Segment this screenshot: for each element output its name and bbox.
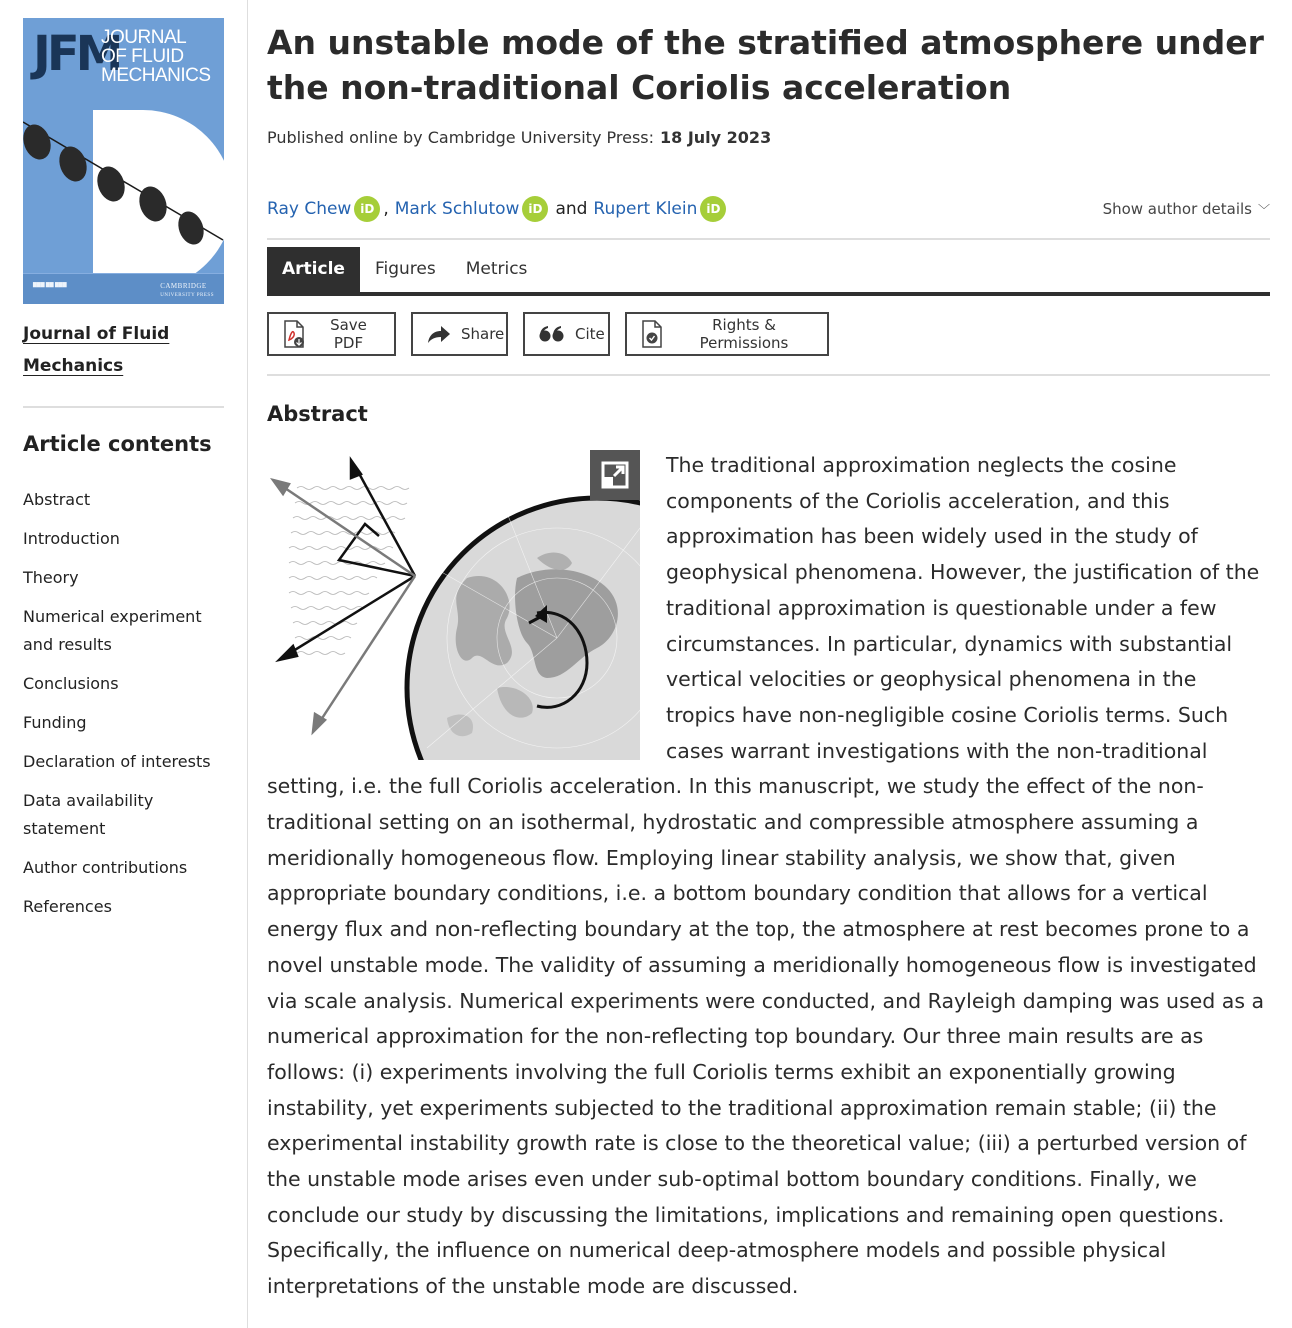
article-title: An unstable mode of the stratified atmosphere under the non-traditional Coriolis acceleration <box>267 23 1264 107</box>
toc-item-references[interactable]: References <box>23 897 112 916</box>
chevron-down-icon: ﹀ <box>1257 203 1270 217</box>
cover-publisher <box>160 282 214 298</box>
toc-item-theory[interactable]: Theory <box>23 568 79 587</box>
author-and: and <box>555 199 588 219</box>
show-author-details-toggle[interactable] <box>1103 200 1270 218</box>
cite-button[interactable] <box>523 312 610 356</box>
abstract-body <box>267 448 1270 1305</box>
toc-item-declaration[interactable]: Declaration of interests <box>23 752 211 771</box>
toc-item-author-contributions[interactable]: Author contributions <box>23 858 188 877</box>
published-label: Published online by Cambridge University Press: <box>267 128 654 147</box>
author-link-ray-chew[interactable]: Ray Chew <box>267 199 352 219</box>
toc-item-introduction[interactable]: Introduction <box>23 529 120 548</box>
toc-item-abstract[interactable]: Abstract <box>23 490 91 509</box>
share-arrow-icon <box>427 324 451 344</box>
document-check-icon <box>641 320 663 348</box>
show-author-details-label: Show author details <box>1102 200 1252 218</box>
sidebar <box>0 0 248 1328</box>
save-pdf-label: Save PDF <box>330 316 367 352</box>
article-tabs <box>267 247 542 293</box>
cover-publisher-sub: UNIVERSITY PRESS <box>160 293 214 298</box>
quote-icon <box>539 325 565 343</box>
published-info <box>267 128 771 147</box>
cover-title-line3: MECHANICS <box>101 65 211 86</box>
tab-figures[interactable]: Figures <box>374 259 436 279</box>
cite-label: Cite <box>575 325 605 343</box>
divider <box>267 238 1270 240</box>
cover-title-line2: OF FLUID <box>101 46 184 67</box>
expand-figure-button[interactable] <box>590 450 640 500</box>
divider <box>267 374 1270 376</box>
journal-link[interactable]: Journal of Fluid Mechanics <box>23 324 170 376</box>
author-link-rupert-klein[interactable]: Rupert Klein <box>593 199 698 219</box>
abstract-heading: Abstract <box>267 402 368 426</box>
orcid-icon[interactable]: iD <box>700 196 726 222</box>
cover-logo: JFM <box>33 26 120 82</box>
published-date: 18 July 2023 <box>660 128 772 147</box>
tab-article[interactable]: Article <box>267 247 360 293</box>
cover-illustration <box>23 18 224 304</box>
toc-item-funding[interactable]: Funding <box>23 713 87 732</box>
rights-permissions-label: Rights & Permissions <box>699 316 789 352</box>
pdf-icon <box>283 320 305 348</box>
orcid-icon[interactable]: iD <box>522 196 548 222</box>
toc-item-data-availability[interactable]: Data availability statement <box>23 791 154 838</box>
author-list <box>267 195 729 223</box>
tab-metrics[interactable]: Metrics <box>465 259 528 279</box>
cover-footer <box>23 273 224 304</box>
rights-permissions-button[interactable] <box>625 312 829 356</box>
author-separator: , <box>383 199 389 219</box>
sidebar-divider <box>23 406 224 408</box>
journal-cover-image[interactable] <box>23 18 224 304</box>
article-contents-heading: Article contents <box>23 432 212 456</box>
toc-item-numerical-experiment[interactable]: Numerical experiment and results <box>23 607 202 654</box>
graphical-abstract-illustration <box>267 448 640 760</box>
share-button[interactable] <box>411 312 508 356</box>
orcid-icon[interactable]: iD <box>354 196 380 222</box>
article-actions <box>267 312 829 356</box>
tab-underline-bar <box>267 292 1270 296</box>
expand-icon <box>600 460 630 490</box>
cover-publisher-name: CAMBRIDGE <box>160 282 207 290</box>
cover-title-line1: JOURNAL <box>101 27 187 48</box>
author-link-mark-schlutow[interactable]: Mark Schlutow <box>394 199 520 219</box>
cover-volume: ▇▇▇ ▇▇ ▇▇▇ <box>33 282 67 288</box>
toc-item-conclusions[interactable]: Conclusions <box>23 674 119 693</box>
article-contents-list <box>23 486 233 932</box>
abstract-text: The traditional approximation neglects the cosine components of the Coriolis acceleration, and this approximation has been widely used in the study of geophysical phenomena. However, the justification of the traditional approximation is questionable under a few circumstances. In particular, dynamics with substantial vertical velocities or geophysical phenomena in the tropics have non-negligible cosine Coriolis terms. Such cases warrant investigations with the non-traditional setting, i.e. the full Coriolis acceleration. In this manuscript, we study the effect of the non-traditional setting on an isothermal, hydrostatic and compressible atmosphere assuming a meridionally homogeneous flow. Employing linear stability analysis, we show that, given appropriate boundary conditions, i.e. a bottom boundary condition that allows for a vertical energy flux and non-reflecting boundary at the top, the atmosphere at rest becomes prone to a novel unstable mode. The validity of assuming a meridionally homogeneous flow is investigated via scale analysis. Numerical experiments were conducted, and Rayleigh damping was used as a numerical approximation for the non-reflecting top boundary. Our three main results are as follows: (i) experiments involving the full Coriolis terms exhibit an exponentially growing instability, yet experiments subjected to the traditional approximation remain stable; (ii) the experimental instability growth rate is close to the theoretical value; (iii) a perturbed version of the unstable mode arises even under sub-optimal bottom boundary conditions. Finally, we conclude our study by discussing the limitations, implications and remaining open questions. Specifically, the influence on numerical deep-atmosphere models and possible physical interpretations of the unstable mode are discussed. <box>267 453 1265 1299</box>
graphical-abstract-figure[interactable] <box>267 448 640 760</box>
save-pdf-button[interactable] <box>267 312 396 356</box>
share-label: Share <box>461 325 505 343</box>
